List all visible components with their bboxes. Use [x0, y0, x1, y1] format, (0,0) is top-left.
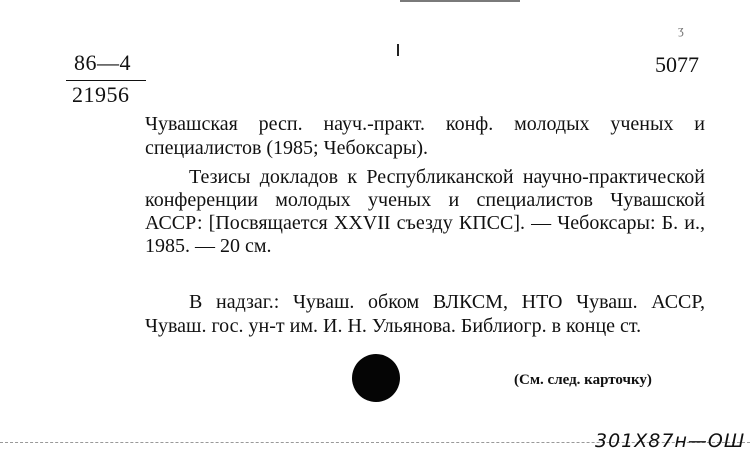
bibliographic-description: Тезисы докладов к Республиканской научно-практической конференции молодых ученых и специалистов Чувашской АССР: [Посвящается XXVII съезду КПСС]. — Чебоксары: Б. и., 1985. — 20 см.: [145, 166, 705, 257]
shelf-mark-bottom: 21956: [72, 82, 130, 107]
card-number: 5077: [655, 52, 699, 77]
notes-paragraph: В надзаг.: Чуваш. обком ВЛКСМ, НТО Чуваш. АССР, Чуваш. гос. ун-т им. И. Н. Ульянова. Библиогр. в конце ст.: [145, 291, 705, 337]
handwritten-code: 301Х87н—ОШ: [595, 430, 746, 452]
entry-heading: Чувашская респ. науч.-практ. конф. молодых ученых и специалистов (1985; Чебоксары).: [145, 113, 705, 159]
pencil-tick-mark: [397, 44, 399, 56]
shelf-mark-divider: [66, 80, 146, 81]
corner-scribble-mark: ʒ: [678, 22, 684, 37]
continuation-note: (См. след. карточку): [514, 372, 652, 388]
ink-blot: [352, 354, 400, 402]
top-edge-mark: [400, 0, 520, 2]
shelf-mark-top: 86—4: [74, 50, 131, 75]
